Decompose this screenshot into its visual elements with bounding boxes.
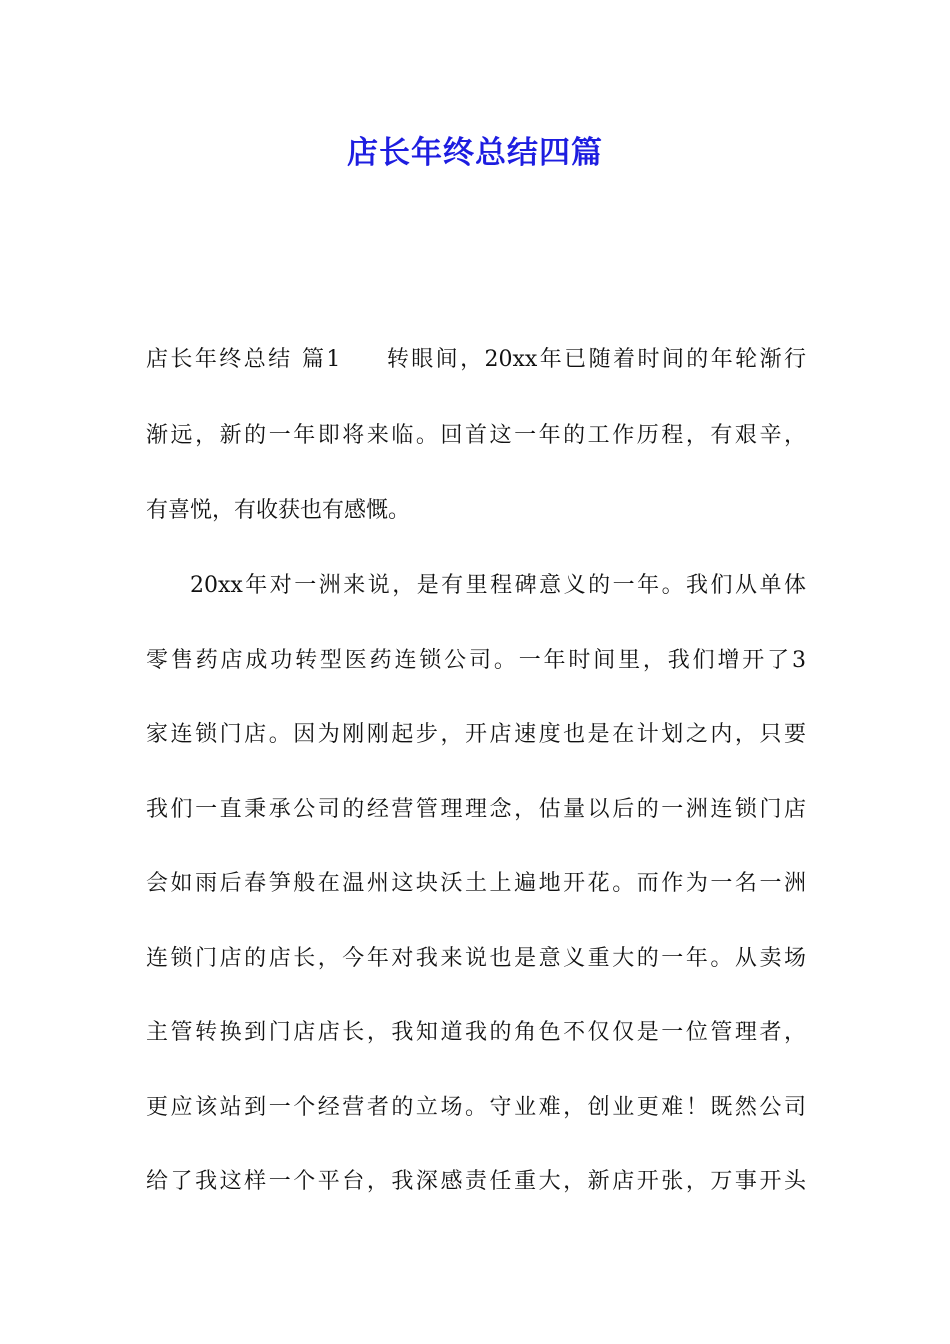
paragraph-text: 转眼间，20xx年已随着时间的年轮渐行 [384,347,806,372]
paragraph-line-11: 更应该站到一个经营者的立场。守业难，创业更难！既然公司 [146,1095,806,1120]
document-title: 店长年终总结四篇 [347,135,603,171]
section-heading: 店长年终总结 篇1 [146,347,341,372]
paragraph-line-6: 家连锁门店。因为刚刚起步，开店速度也是在计划之内，只要 [146,722,806,747]
paragraph-line-7: 我们一直秉承公司的经营管理理念，估量以后的一洲连锁门店 [146,797,806,822]
paragraph-line-4: 20xx年对一洲来说，是有里程碑意义的一年。我们从单体 [190,573,806,598]
paragraph-line-1 [146,342,806,378]
paragraph-line-10: 主管转换到门店店长，我知道我的角色不仅仅是一位管理者， [146,1020,806,1045]
paragraph-line-12: 给了我这样一个平台，我深感责任重大，新店开张，万事开头 [146,1169,806,1194]
paragraph-line-9: 连锁门店的店长，今年对我来说也是意义重大的一年。从卖场 [146,946,806,971]
paragraph-line-2: 渐远，新的一年即将来临。回首这一年的工作历程，有艰辛， [146,423,806,448]
paragraph-line-5: 零售药店成功转型医药连锁公司。一年时间里，我们增开了3 [146,648,806,673]
paragraph-line-8: 会如雨后春笋般在温州这块沃土上遍地开花。而作为一名一洲 [146,871,806,896]
paragraph-line-3: 有喜悦，有收获也有感慨。 [146,498,411,523]
